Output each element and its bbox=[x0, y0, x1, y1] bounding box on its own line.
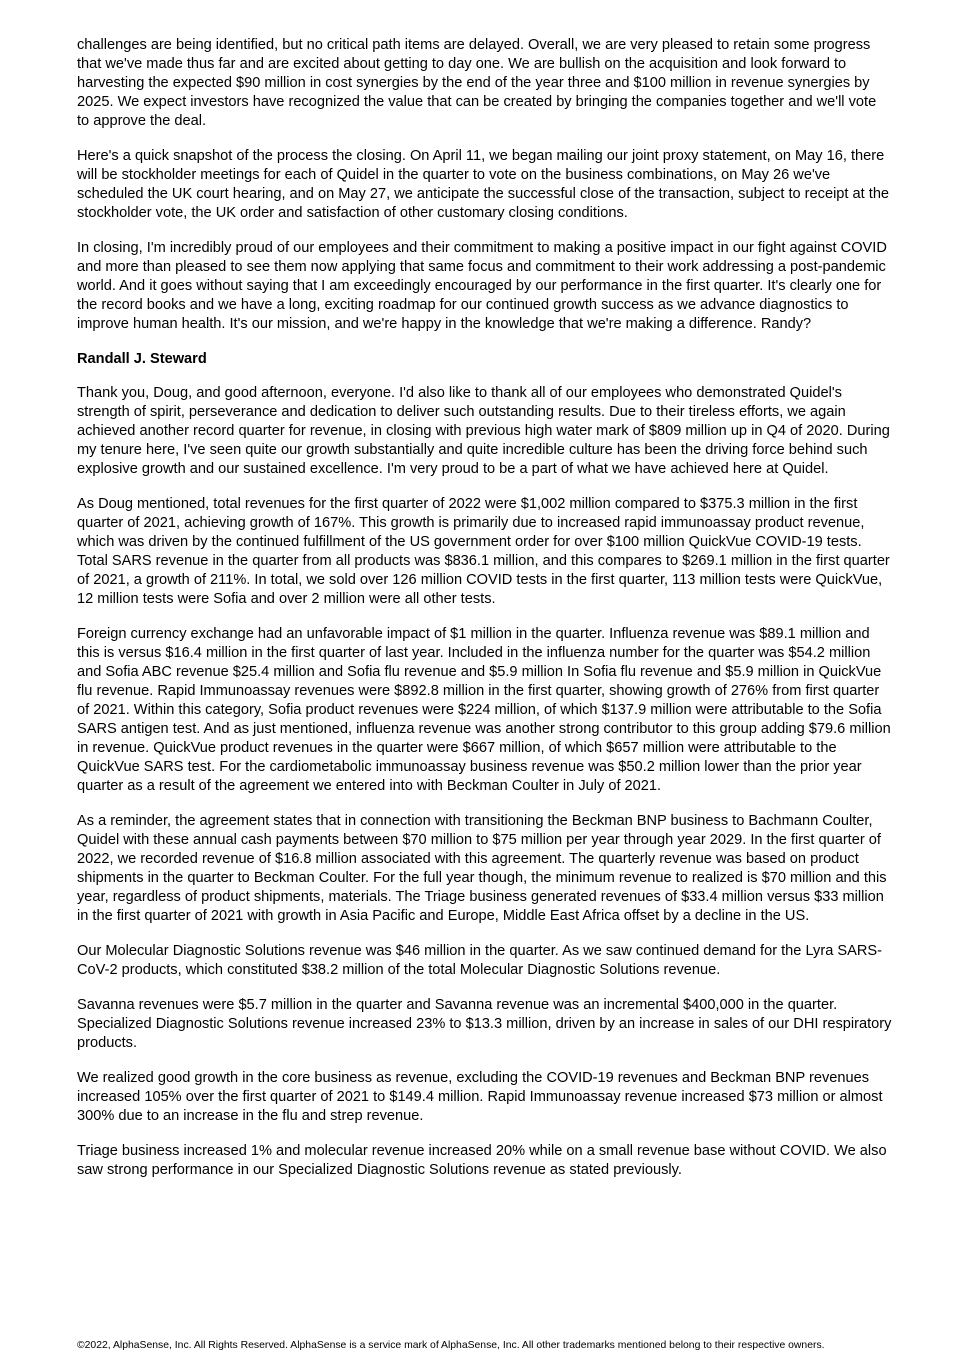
transcript-page bbox=[77, 36, 892, 1196]
speaker-name: Randall J. Steward bbox=[77, 351, 207, 367]
paragraph: Savanna revenues were $5.7 million in the quarter and Savanna revenue was an incremental $400,000 in the quarter. Specialized Diagnostic Solutions revenue increased 23% to $13.3 million, driven by an increase in sales of our DHI respiratory products. bbox=[77, 997, 892, 1051]
paragraph: Thank you, Doug, and good afternoon, everyone. I'd also like to thank all of our employees who demonstrated Quidel's strength of spirit, perseverance and dedication to deliver such outstanding results. Due to their tireless efforts, we again achieved another record quarter for revenue, in closing with previous high water mark of $809 million up in Q4 of 2020. During my tenure here, I've seen quite our growth substantially and quite incredible culture has been the driving force behind such explosive growth and our sustained excellence. I'm very proud to be a part of what we have achieved here at Quidel. bbox=[77, 385, 890, 477]
paragraph: Triage business increased 1% and molecular revenue increased 20% while on a small revenue base without COVID. We also saw strong performance in our Specialized Diagnostic Solutions revenue as stated previously. bbox=[77, 1143, 887, 1178]
paragraph: We realized good growth in the core business as revenue, excluding the COVID-19 revenues and Beckman BNP revenues increased 105% over the first quarter of 2021 to $149.4 million. Rapid Immunoassay revenue increased $73 million or almost 300% due to an increase in the flu and strep revenue. bbox=[77, 1070, 883, 1124]
paragraph: Here's a quick snapshot of the process the closing. On April 11, we began mailing our joint proxy statement, on May 16, there will be stockholder meetings for each of Quidel in the quarter to vote on the business combinations, on May 26 we've scheduled the UK court hearing, and on May 27, we anticipate the successful close of the transaction, subject to receipt at the stockholder vote, the UK order and satisfaction of other customary closing conditions. bbox=[77, 148, 890, 221]
paragraph: As Doug mentioned, total revenues for the first quarter of 2022 were $1,002 million compared to $375.3 million in the first quarter of 2021, achieving growth of 167%. This growth is primarily due to increased rapid immunoassay product revenue, which was driven by the continued fulfillment of the US government order for over $100 million QuickVue COVID-19 tests. Total SARS revenue in the quarter from all products was $836.1 million, and this compares to $269.1 million in the first quarter of 2021, a growth of 211%. In total, we sold over 126 million COVID tests in the first quarter, 113 million tests were QuickVue, 12 million tests were Sofia and over 2 million were all other tests. bbox=[77, 496, 890, 607]
paragraph: In closing, I'm incredibly proud of our employees and their commitment to making a positive impact in our fight against COVID and more than pleased to see them now applying that same focus and commitment to their work addressing a post-pandemic world. And it goes without saying that I am exceedingly encouraged by our performance in the first quarter. It's clearly one for the record books and we have a long, exciting roadmap for our continued growth success as we advance diagnostics to improve human health. It's our mission, and we're happy in the knowledge that we're making a difference. Randy? bbox=[77, 240, 887, 332]
paragraph: As a reminder, the agreement states that in connection with transitioning the Beckman BNP business to Bachmann Coulter, Quidel with these annual cash payments between $70 million to $75 million per year through year 2029. In the first quarter of 2022, we recorded revenue of $16.8 million associated with this agreement. The quarterly revenue was based on product shipments in the quarter to Beckman Coulter. For the full year though, the minimum revenue to realized is $70 million and this year, regardless of product shipments, materials. The Triage business generated revenues of $33.4 million versus $33 million in the first quarter of 2021 with growth in Asia Pacific and Europe, Middle East Africa offset by a decline in the US. bbox=[77, 813, 887, 924]
copyright-footer: ©2022, AlphaSense, Inc. All Rights Reserved. AlphaSense is a service mark of AlphaSense, Inc. All other trademarks mentioned belong to their respective owners. bbox=[77, 1340, 825, 1351]
paragraph: Foreign currency exchange had an unfavorable impact of $1 million in the quarter. Influenza revenue was $89.1 million and this is versus $16.4 million in the first quarter of last year. Included in the influenza number for the quarter was $54.2 million and Sofia ABC revenue $25.4 million and Sofia flu revenue and $5.9 million In Sofia flu revenue and $5.9 million in QuickVue flu revenue. Rapid Immunoassay revenues were $892.8 million in the first quarter, showing growth of 276% from first quarter of 2021. Within this category, Sofia product revenues were $224 million, of which $137.9 million were attributable to the Sofia SARS antigen test. And as just mentioned, influenza revenue was another strong contributor to this group adding $79.6 million in revenue. QuickVue product revenues in the quarter were $667 million, of which $657 million were attributable to the QuickVue SARS test. For the cardiometabolic immunoassay business revenue was $50.2 million lower than the prior year quarter as a result of the agreement we entered into with Beckman Coulter in July of 2021. bbox=[77, 626, 891, 794]
paragraph: Our Molecular Diagnostic Solutions revenue was $46 million in the quarter. As we saw continued demand for the Lyra SARS-CoV-2 products, which constituted $38.2 million of the total Molecular Diagnostic Solutions revenue. bbox=[77, 943, 882, 978]
paragraph: challenges are being identified, but no critical path items are delayed. Overall, we are very pleased to retain some progress that we've made thus far and are excited about getting to day one. We are bullish on the acquisition and look forward to harvesting the expected $90 million in cost synergies by the end of the year three and $100 million in revenue synergies by 2025. We expect investors have recognized the value that can be created by bringing the companies together and we'll vote to approve the deal. bbox=[77, 37, 877, 129]
